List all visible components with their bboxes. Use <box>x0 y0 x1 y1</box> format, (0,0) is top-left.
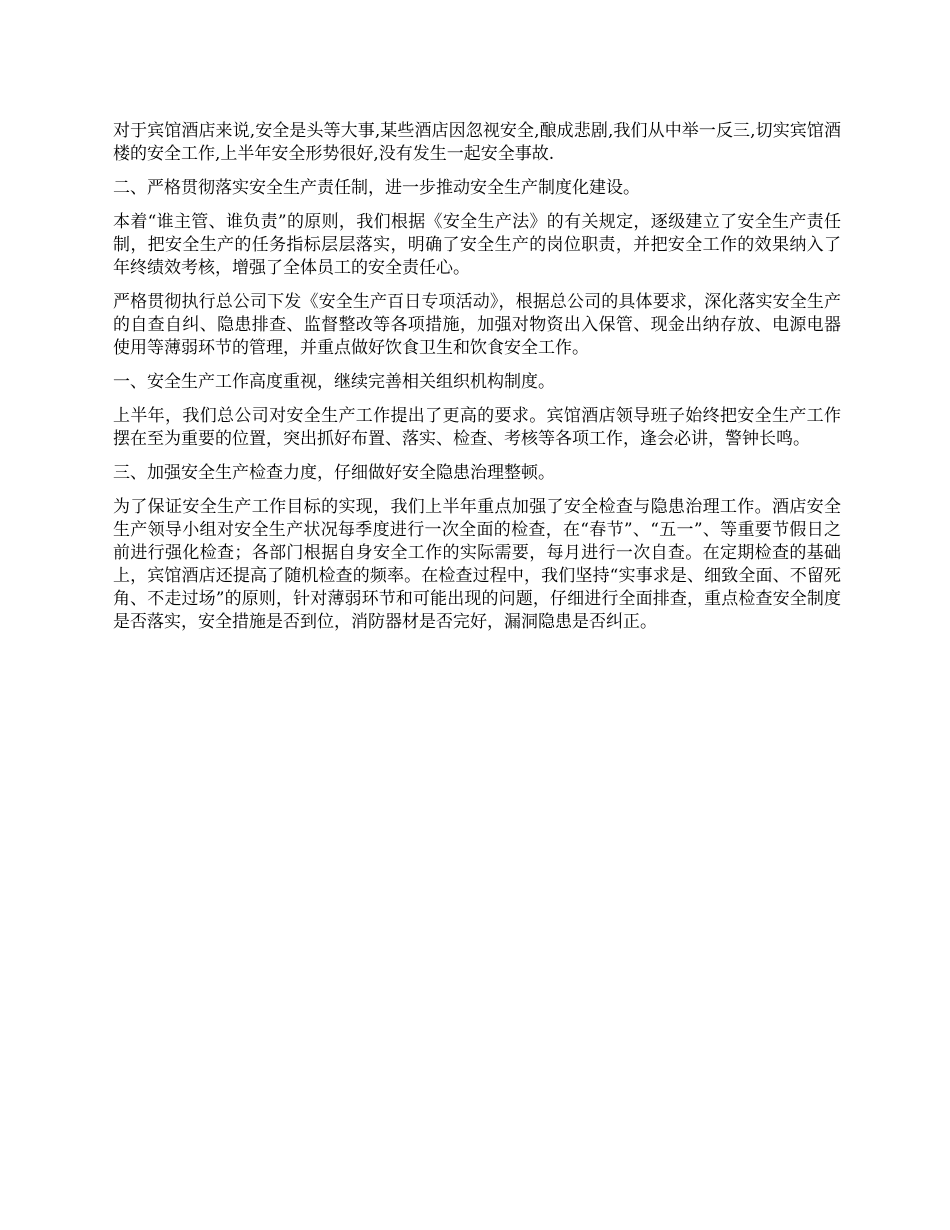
intro-paragraph: 对于宾馆酒店来说,安全是头等大事,某些酒店因忽视安全,酿成悲剧,我们从中举一反三,切实宾馆酒楼的安全工作,上半年安全形势很好,没有发生一起安全事故. <box>113 121 841 164</box>
section-heading-organization: 一、安全生产工作高度重视，继续完善相关组织机构制度。 <box>113 372 555 392</box>
hundred-day-activity-paragraph: 严格贯彻执行总公司下发《安全生产百日专项活动》，根据总公司的具体要求，深化落实安全生产的自查自纠、隐患排查、监督整改等各项措施，加强对物资出入保管、现金出纳存放、电源电器使用等薄弱环节的管理，并重点做好饮食卫生和饮食安全工作。 <box>113 292 841 358</box>
inspection-paragraph: 为了保证安全生产工作目标的实现，我们上半年重点加强了安全检查与隐患治理工作。酒店安全生产领导小组对安全生产状况每季度进行一次全面的检查，在“春节”、“五一”、等重要节假日之前进行强化检查；各部门根据自身安全工作的实际需要，每月进行一次自查。在定期检查的基础上，宾馆酒店还提高了随机检查的频率。在检查过程中，我们坚持“实事求是、细致全面、不留死角、不走过场”的原则，针对薄弱环节和可能出现的问题，仔细进行全面排查，重点检查安全制度是否落实，安全措施是否到位，消防器材是否完好，漏洞隐患是否纠正。 <box>113 497 841 632</box>
organization-paragraph: 上半年，我们总公司对安全生产工作提出了更高的要求。宾馆酒店领导班子始终把安全生产工作摆在至为重要的位置，突出抓好布置、落实、检查、考核等各项工作，逢会必讲，警钟长鸣。 <box>113 406 841 449</box>
section-heading-responsibility: 二、严格贯彻落实安全生产责任制，进一步推动安全生产制度化建设。 <box>113 178 640 198</box>
responsibility-paragraph: 本着“谁主管、谁负责”的原则，我们根据《安全生产法》的有关规定，逐级建立了安全生产责任制，把安全生产的任务指标层层落实，明确了安全生产的岗位职责，并把安全工作的效果纳入了年终绩效考核，增强了全体员工的安全责任心。 <box>113 212 841 278</box>
document-page <box>113 120 841 645</box>
section-heading-inspection: 三、加强安全生产检查力度，仔细做好安全隐患治理整顿。 <box>113 463 555 483</box>
